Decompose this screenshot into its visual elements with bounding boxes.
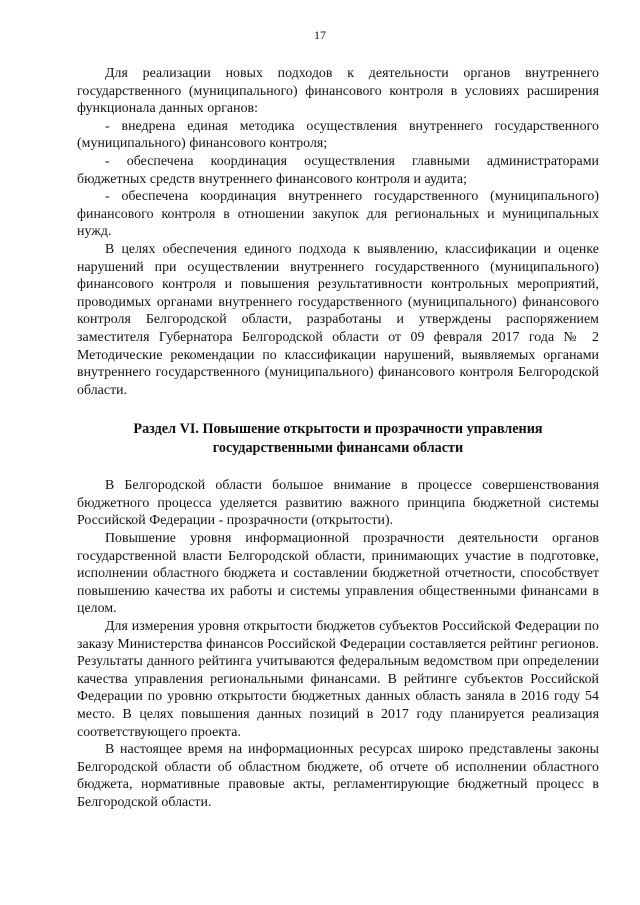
paragraph: В целях обеспечения единого подхода к выявлению, классификации и оценке нарушений при осуществлении внутреннего государственного (муниципального) финансового контроля и повышения результативности контрольных мероприятий, проводимых органами внутреннего государственного (муниципального) финансового контроля Белгородской области, разработаны и утверждены распоряжением заместителя Губернатора Белгородской области от 09 февраля 2017 года № 2 Методические рекомендации по классификации нарушений, выявляемых органами внутреннего государственного (муниципального) финансового контроля Белгородской области. <box>77 240 599 397</box>
paragraph: В Белгородской области большое внимание в процессе совершенствования бюджетного процесса уделяется развитию важного принципа бюджетной системы Российской Федерации - прозрачности (открытости). <box>77 477 599 528</box>
page-number: 17 <box>314 28 326 42</box>
list-item: - внедрена единая методика осуществления внутреннего государственного (муниципального) финансового контроля; <box>77 117 599 151</box>
list-item: - обеспечена координация осуществления главными администраторами бюджетных средств внутреннего финансового контроля и аудита; <box>77 152 599 186</box>
paragraph: Повышение уровня информационной прозрачности деятельности органов государственной власти Белгородской области, принимающих участие в подготовке, исполнении областного бюджета и составлении бюджетной отчетности, способствует повышению качества их работы и системы управления общественными финансами в целом. <box>77 530 599 616</box>
paragraph: Для измерения уровня открытости бюджетов субъектов Российской Федерации по заказу Министерства финансов Российской Федерации составляется рейтинг регионов. Результаты данного рейтинга учитываются федеральным ведомством при определении качества управления региональными финансами. В рейтинге субъектов Российской Федерации по уровню открытости бюджетных данных область заняла в 2016 году 54 место. В целях повышения данных позиций в 2017 году планируется реализация соответствующего проекта. <box>77 618 599 739</box>
paragraph: В настоящее время на информационных ресурсах широко представлены законы Белгородской области об областном бюджете, об отчете об исполнении областного бюджета, нормативные правовые акты, регламентирующие бюджетный процесс в Белгородской области. <box>77 741 599 809</box>
list-item: - обеспечена координация внутреннего государственного (муниципального) финансового контроля в отношении закупок для региональных и муниципальных нужд. <box>77 188 599 239</box>
page-content <box>77 64 599 811</box>
paragraph: Для реализации новых подходов к деятельности органов внутреннего государственного (муниципального) финансового контроля в условиях расширения функционала данных органов: <box>77 65 599 116</box>
section-heading: Раздел VI. Повышение открытости и прозрачности управления государственными финансами области <box>133 421 543 457</box>
